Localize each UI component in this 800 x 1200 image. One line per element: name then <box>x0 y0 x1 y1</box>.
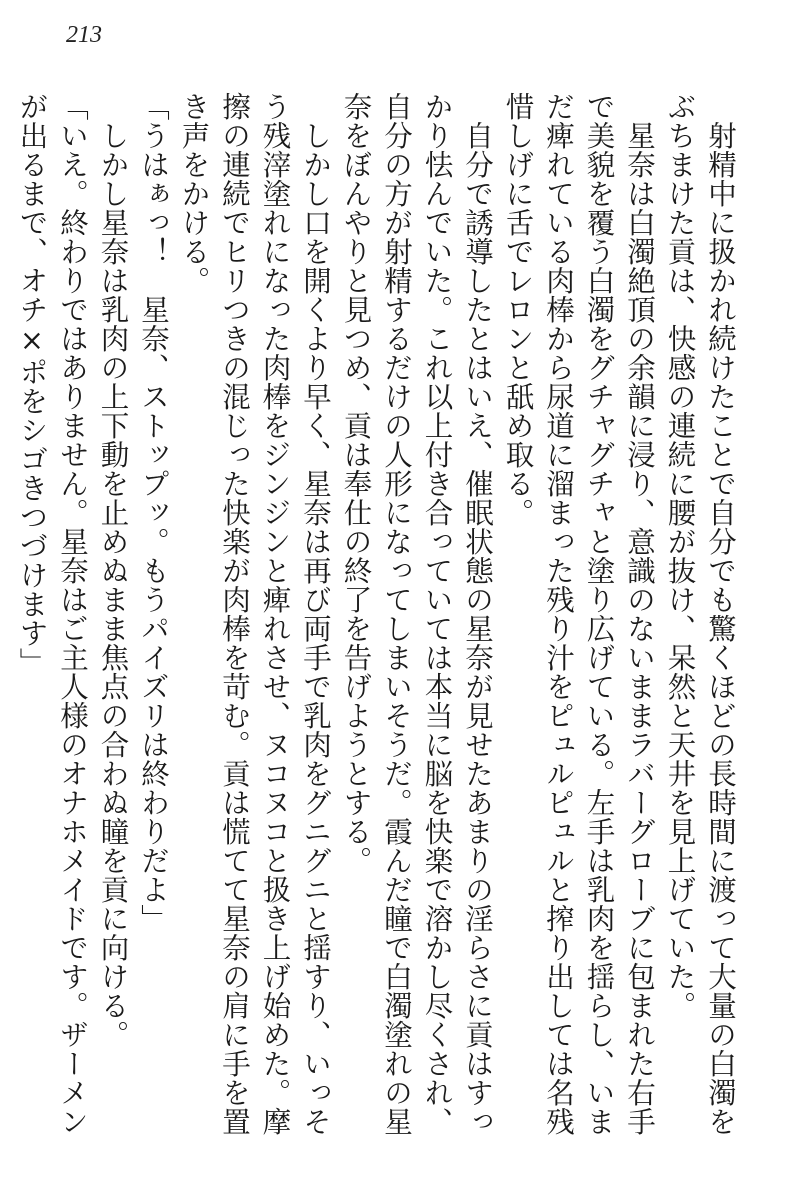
paragraph-1: 射精中に扱かれ続けたことで自分でも驚くほどの長時間に渡って大量の白濁をぶちまけた貢は、快感の連続に腰が抜け、呆然と天井を見上げていた。 <box>663 92 737 1136</box>
paragraph-2: 星奈は白濁絶頂の余韻に浸り、意識のないままラバーグローブに包まれた右手で美貌を覆う白濁をグチャグチャと塗り広げている。左手は乳肉を揺らし、いまだ痺れている肉棒から尿道に溜まった残り汁をピュルピュルと搾り出しては名残惜しげに舌でレロンと舐め取る。 <box>501 92 656 1136</box>
page-number: 213 <box>66 22 102 48</box>
dialogue-2: 「いえ。終わりではありません。星奈はご主人様のオナホメイドです。ザーメンが出るまで、オチ×ポをシゴきつづけます」 <box>15 92 89 1136</box>
paragraph-3: 自分で誘導したとはいえ、催眠状態の星奈が見せたあまりの淫らさに貢はすっかり怯んでいた。これ以上付き合っていては本当に脳を快楽で溶かし尽くされ、自分の方が射精するだけの人形になってしまいそうだ。霞んだ瞳で白濁塗れの星奈をぼんやりと見つめ、貢は奉仕の終了を告げようとする。 <box>339 92 494 1136</box>
paragraph-5: しかし星奈は乳肉の上下動を止めぬまま焦点の合わぬ瞳を貢に向ける。 <box>96 120 130 1049</box>
dialogue-1: 「うはぁっ！ 星奈、ストップッ。もうパイズリは終わりだよ」 <box>137 92 170 933</box>
paragraph-4: しかし口を開くより早く、星奈は再び両手で乳肉をグニグニと揺すり、いっそう残滓塗れになった肉棒をジンジンと痺れさせ、ヌコヌコと扱き上げ始めた。摩擦の連続でヒリつきの混じった快楽が肉棒を苛む。貢は慌てて星奈の肩に手を置き声をかける。 <box>177 92 332 1136</box>
body-text <box>15 92 740 1152</box>
